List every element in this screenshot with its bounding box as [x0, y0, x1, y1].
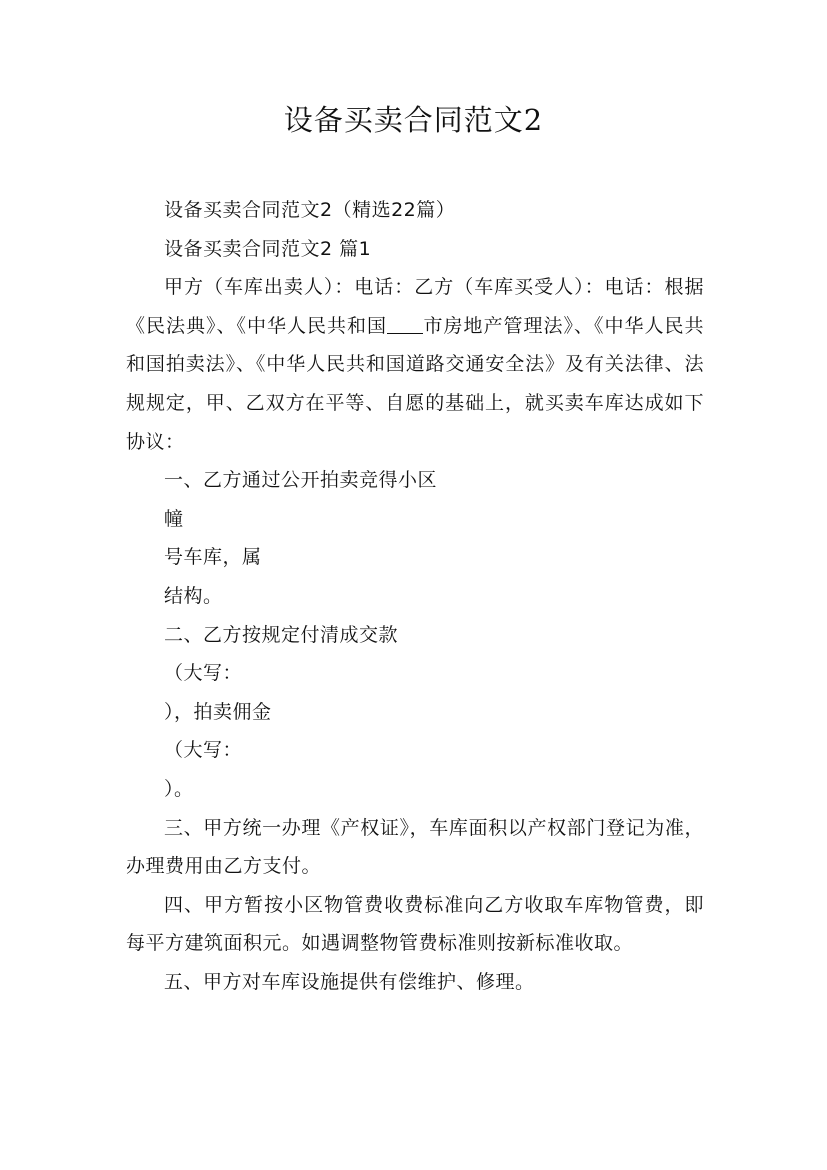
document-body [126, 191, 704, 1001]
clause-2-line5: ）。 [164, 777, 194, 800]
paragraph-subtitle: 设备买卖合同范文2（精选22篇） [164, 199, 456, 221]
clause-1-line4: 结构。 [164, 584, 223, 607]
clause-1-line2: 幢 [164, 507, 184, 530]
clause-2-line1: 二、乙方按规定付清成交款 [164, 623, 399, 646]
blank-underline [387, 314, 423, 334]
paragraph-section-heading: 设备买卖合同范文2 篇1 [164, 237, 372, 260]
clause-3: 三、甲方统一办理《产权证》，车库面积以产权部门登记为准，办理费用由乙方支付。 [126, 816, 704, 878]
paragraph-parties-part2: 市房地产管理法》、《中华人民共和国拍卖法》、《中华人民共和国道路交通安全法》及有关法律、法规规定，甲、乙双方在平等、自愿的基础上，就买卖车库达成如下协议： [126, 314, 704, 453]
clause-2-line3: ），拍卖佣金 [164, 700, 272, 723]
clause-1-line3: 号车库，属 [164, 546, 262, 569]
clause-4: 四、甲方暂按小区物管费收费标准向乙方收取车库物管费，即每平方建筑面积元。如遇调整物管费标准则按新标准收取。 [126, 893, 704, 955]
paragraph-parties-and-basis [126, 268, 704, 461]
paragraph-parties-part1: 甲方（车库出卖人）：电话：乙方（车库买受人）：电话：根据《民法典》、《中华人民共和国 [126, 276, 704, 337]
clause-5: 五、甲方对车库设施提供有偿维护、修理。 [164, 970, 535, 993]
document-title: 设备买卖合同范文2 [283, 103, 544, 137]
clause-2-line4: （大写： [164, 739, 243, 762]
clause-1-line1: 一、乙方通过公开拍卖竞得小区 [164, 469, 438, 492]
clause-2-line2: （大写： [164, 662, 243, 685]
